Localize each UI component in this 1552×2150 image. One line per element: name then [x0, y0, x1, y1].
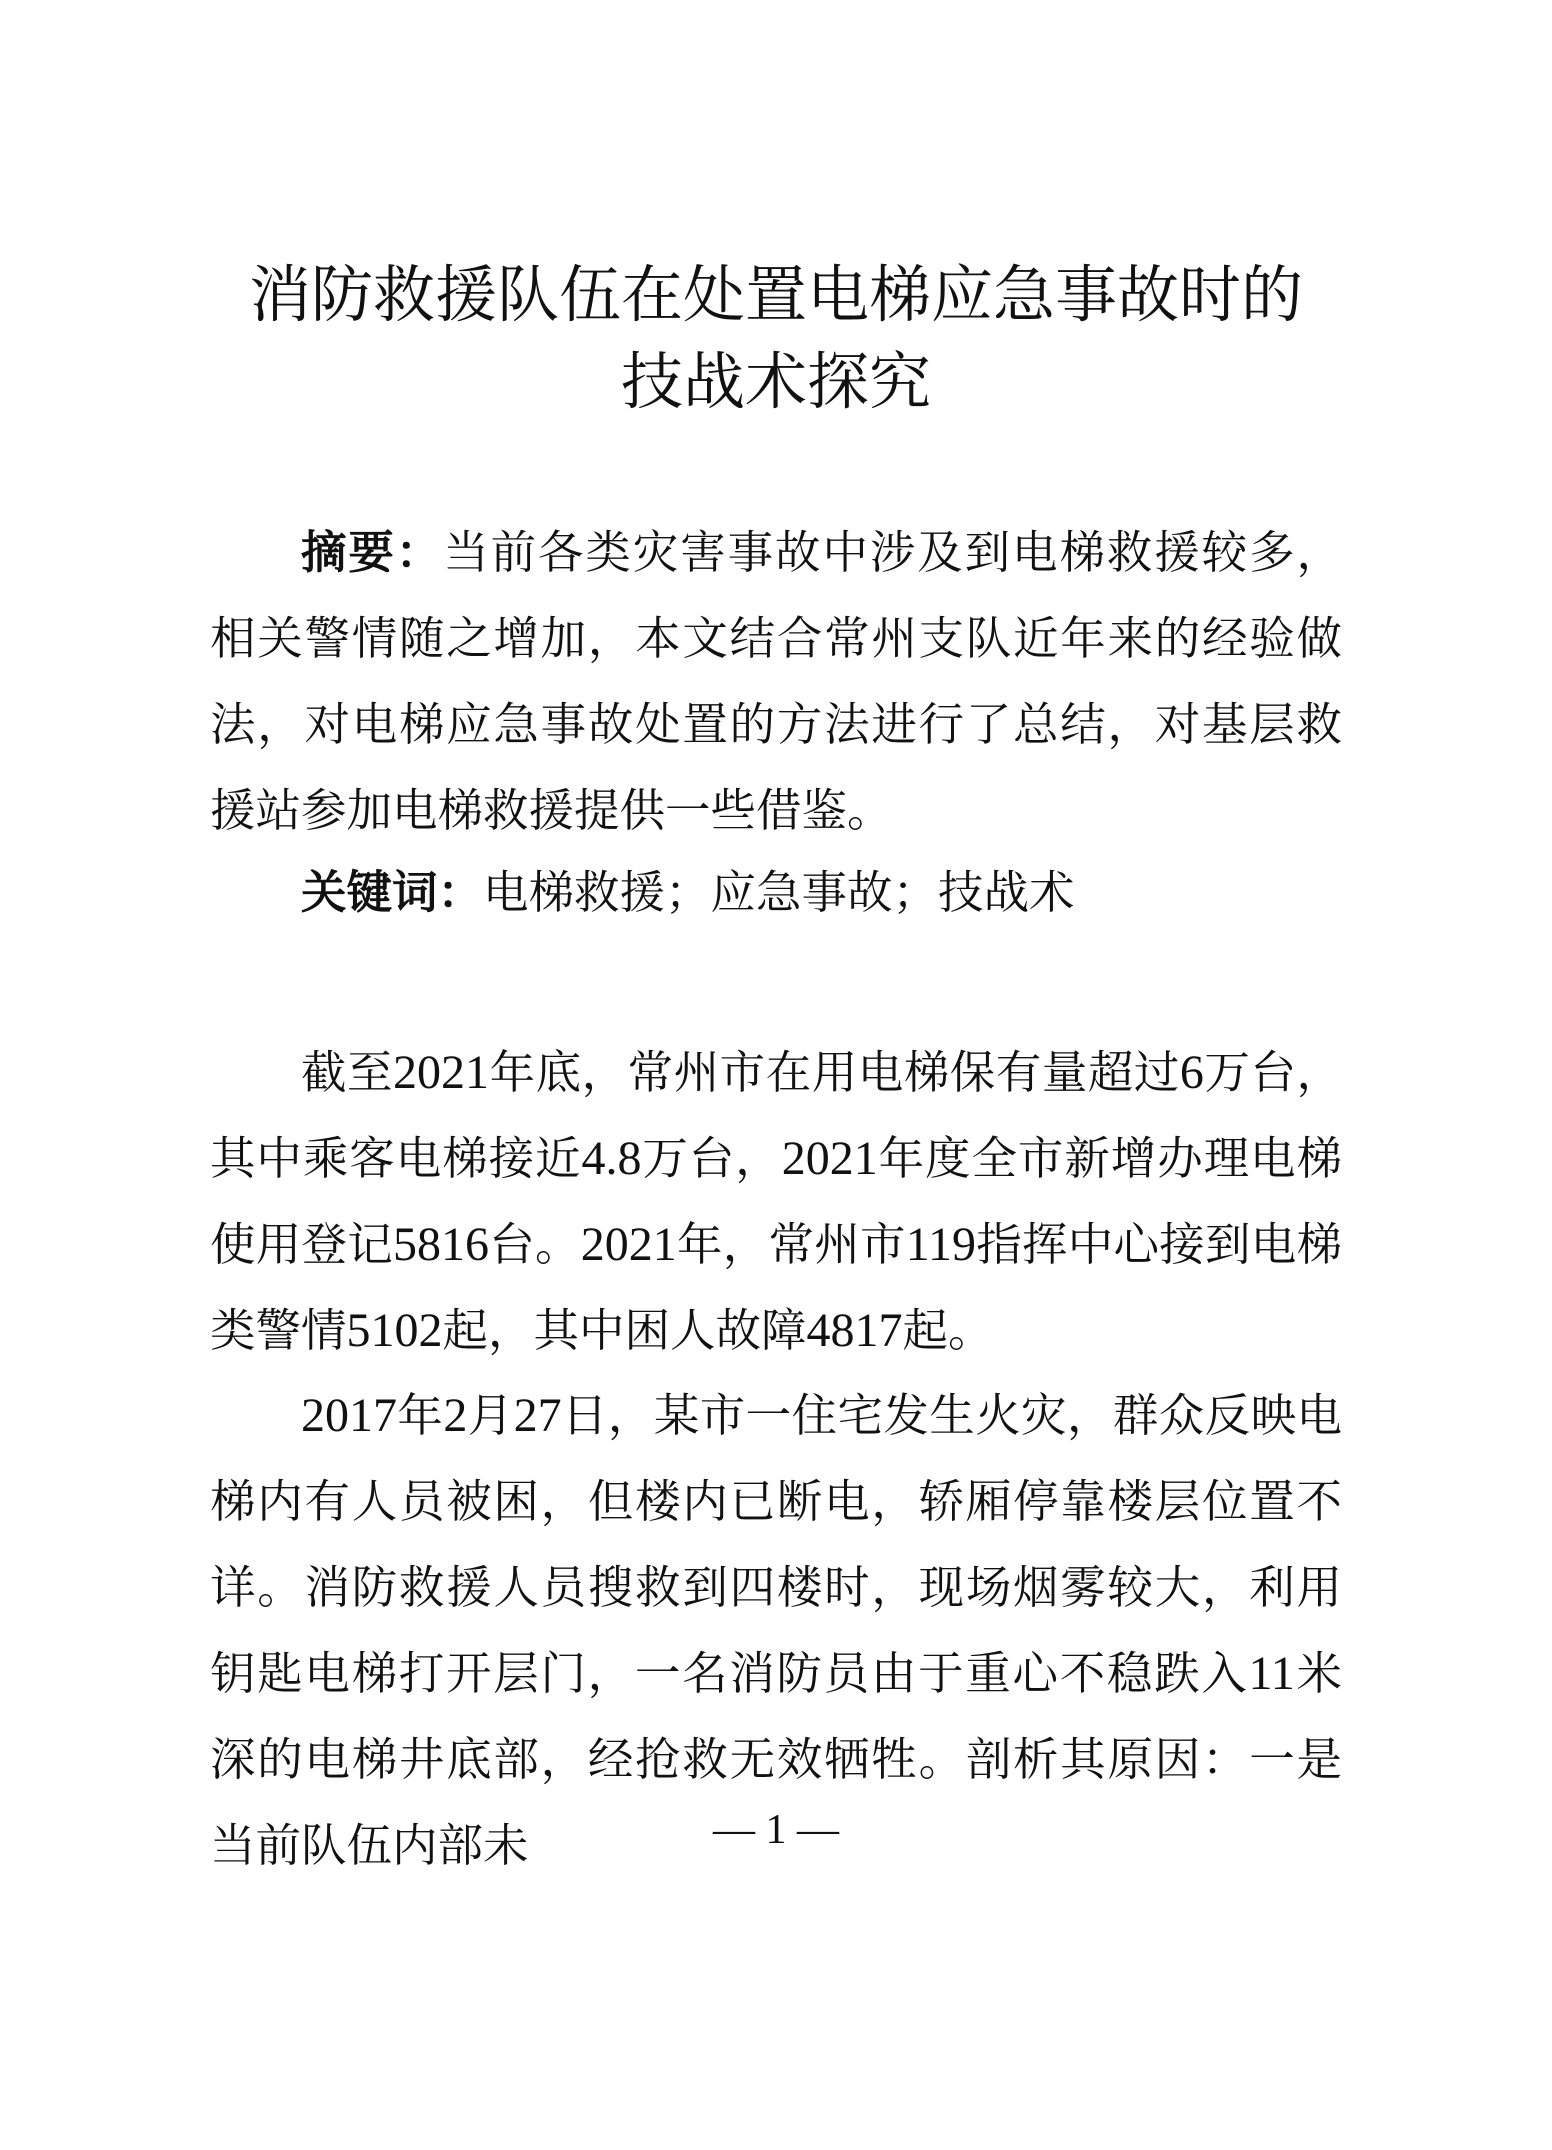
number-run: 27 — [513, 1389, 562, 1442]
number-run: 5816 — [393, 1218, 489, 1271]
number-run: 2021 — [580, 1218, 677, 1271]
number-run: 4.8 — [581, 1132, 642, 1185]
abstract-label: 摘要： — [301, 526, 444, 579]
text-run: 米深的电梯井底部，经抢救无效牺牲。剖析其原因：一是当前队伍内部未 — [210, 1647, 1342, 1872]
text-run: 截至 — [301, 1046, 394, 1099]
abstract-text: 当前各类灾害事故中涉及到电梯救援较多，相关警情随之增加，本文结合常州支队近年来的经验做法，对电梯应急事故处置的方法进行了总结，对基层救援站参加电梯救援提供一些借鉴。 — [210, 526, 1342, 837]
text-run: 指挥中心接到电梯类警情 — [210, 1218, 1342, 1357]
number-run: 4817 — [806, 1304, 903, 1357]
body-paragraph-1 — [210, 1030, 1342, 1374]
text-run: 起。 — [902, 1304, 994, 1357]
number-run: 5102 — [346, 1304, 443, 1357]
text-run: 年底，常州市在用电梯保有量超过 — [489, 1046, 1180, 1099]
number-run: 2017 — [301, 1389, 397, 1442]
text-run: 年 — [397, 1389, 444, 1442]
document-title-line-1: 消防救援队伍在处置电梯应急事故时的 — [248, 258, 1303, 331]
number-run: 6 — [1179, 1046, 1204, 1099]
text-run: 万台，其中乘客电梯接近 — [210, 1046, 1342, 1185]
keywords-text: 电梯救援；应急事故；技战术 — [483, 866, 1075, 919]
text-run: 年，常州市 — [676, 1218, 906, 1271]
text-run: 月 — [467, 1389, 514, 1442]
text-run: 起，其中困人故障 — [442, 1304, 807, 1357]
page-number: — 1 — — [713, 1807, 839, 1853]
text-run: 年度全市新增办理电梯使用登记 — [210, 1132, 1342, 1271]
keywords-paragraph — [210, 850, 1342, 936]
abstract-paragraph — [210, 510, 1342, 854]
text-run: 日，某市一住宅发生火灾，群众反映电梯内有人员被困，但楼内已断电，轿厢停靠楼层位置不详。消防救援人员搜救到四楼时，现场烟雾较大，利用钥匙电梯打开层门，一名消防员由于重心不稳跌入 — [210, 1389, 1342, 1700]
number-run: 11 — [1248, 1647, 1295, 1700]
number-run: 2 — [443, 1389, 468, 1442]
keywords-label: 关键词： — [301, 866, 484, 919]
document-title-line-2: 技战术探究 — [620, 345, 931, 418]
text-run: 万台， — [641, 1132, 782, 1185]
number-run: 2021 — [781, 1132, 878, 1185]
number-run: 119 — [905, 1218, 976, 1271]
text-run: 台。 — [489, 1218, 581, 1271]
number-run: 2021 — [393, 1046, 490, 1099]
